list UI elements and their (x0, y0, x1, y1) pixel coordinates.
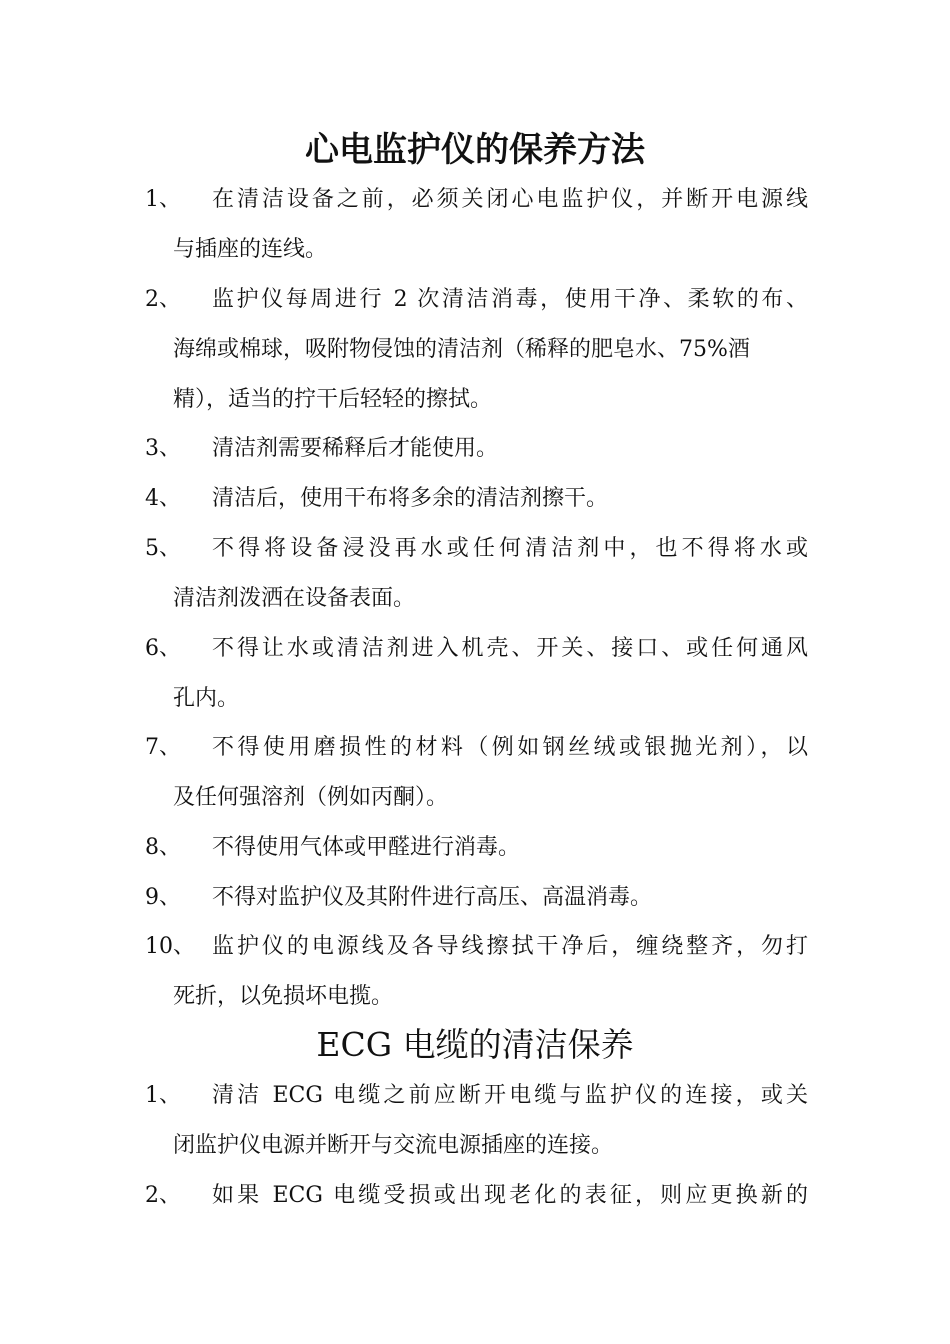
item-number: 2、 (145, 1183, 181, 1208)
item-text-line: 精），适当的拧干后轻轻的擦拭。 (173, 387, 493, 412)
item-number: 10、 (145, 934, 195, 959)
item-text-line: 闭监护仪电源并断开与交流电源插座的连接。 (173, 1133, 614, 1158)
item-text-line: 不得对监护仪及其附件进行高压、高温消毒。 (212, 885, 653, 910)
item-number: 4、 (145, 486, 181, 511)
item-text-line: 海绵或棉球，吸附物侵蚀的清洁剂（稀释的肥皂水、75%酒 (173, 337, 750, 362)
item-text-line: 监护仪的电源线及各导线擦拭干净后，缠绕整齐，勿打 (212, 934, 808, 959)
item-text-line: 清洁剂泼洒在设备表面。 (173, 586, 416, 611)
item-text-line: 如果 ECG 电缆受损或出现老化的表征，则应更换新的 (212, 1183, 808, 1208)
item-text-line: 及任何强溶剂（例如丙酮）。 (173, 785, 449, 810)
item-text-line: 不得使用磨损性的材料（例如钢丝绒或银抛光剂），以 (212, 735, 808, 760)
item-text-line: 孔内。 (173, 686, 240, 711)
item-number: 6、 (145, 636, 181, 661)
item-text-line: 不得让水或清洁剂进入机壳、开关、接口、或任何通风 (212, 636, 808, 661)
item-text-line: 清洁后，使用干布将多余的清洁剂擦干。 (212, 486, 609, 511)
item-text-line: 清洁 ECG 电缆之前应断开电缆与监护仪的连接，或关 (212, 1083, 808, 1108)
item-number: 8、 (145, 835, 181, 860)
item-number: 1、 (145, 1083, 181, 1108)
section-title: 心电监护仪的保养方法 (305, 130, 645, 170)
item-number: 2、 (145, 287, 181, 312)
item-number: 3、 (145, 436, 181, 461)
item-text-line: 在清洁设备之前，必须关闭心电监护仪，并断开电源线 (212, 187, 808, 212)
item-number: 1、 (145, 187, 181, 212)
item-text-line: 不得使用气体或甲醛进行消毒。 (212, 835, 521, 860)
item-text-line: 清洁剂需要稀释后才能使用。 (212, 436, 499, 461)
item-number: 5、 (145, 536, 181, 561)
item-number: 9、 (145, 885, 181, 910)
item-text-line: 死折，以免损坏电揽。 (173, 984, 394, 1009)
item-text-line: 监护仪每周进行 2 次清洁消毒，使用干净、柔软的布、 (212, 287, 808, 312)
item-text-line: 不得将设备浸没再水或任何清洁剂中，也不得将水或 (212, 536, 808, 561)
item-text-line: 与插座的连线。 (173, 237, 328, 262)
item-number: 7、 (145, 735, 181, 760)
section-title: ECG 电缆的清洁保养 (316, 1025, 634, 1064)
